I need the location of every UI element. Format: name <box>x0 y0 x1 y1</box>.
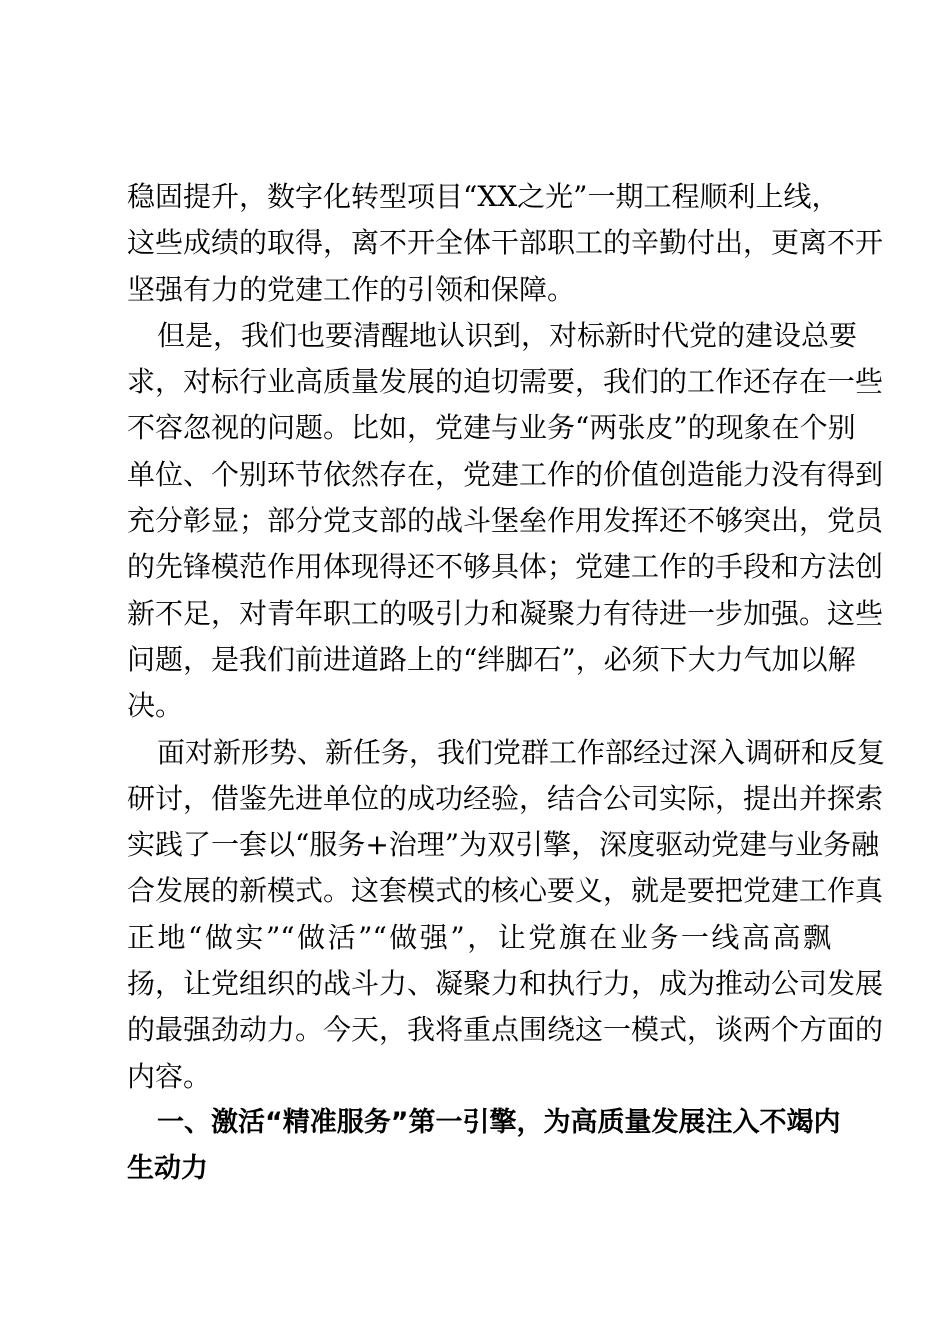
text-line: 面对新形势、新任务，我们党群工作部经过深入调研和反复 <box>157 735 886 769</box>
heading-line: 生动力 <box>127 1153 208 1185</box>
paragraph-2 <box>127 313 884 730</box>
text-line: 坚强有力的党建工作的引领和保障。 <box>127 272 576 306</box>
text-line: 的最强劲动力。今天，我将重点围绕这一模式，谈两个方面的 <box>127 1013 884 1047</box>
document-page <box>127 174 886 1193</box>
text-line: 实践了一套以“服务+治理”为双引擎，深度驱动党建与业务融 <box>127 828 880 862</box>
paragraph-3 <box>127 730 886 1100</box>
section-heading <box>127 1100 841 1193</box>
text-line: 内容。 <box>127 1059 212 1093</box>
text-line: 合发展的新模式。这套模式的核心要义，就是要把党建工作真 <box>127 874 884 908</box>
text-line: 稳固提升，数字化转型项目“XX之光”一期工程顺利上线， <box>127 180 840 213</box>
paragraph-1 <box>127 174 884 313</box>
text-line: 不容忽视的问题。比如，党建与业务“两张皮”的现象在个别 <box>127 411 856 445</box>
text-line: 的先锋模范作用体现得还不够具体；党建工作的手段和方法创 <box>127 550 884 584</box>
text-line: 单位、个别环节依然存在，党建工作的价值创造能力没有得到 <box>127 457 884 491</box>
text-line: 但是，我们也要清醒地认识到，对标新时代党的建设总要 <box>157 318 858 352</box>
text-line: 问题，是我们前进道路上的“绊脚石”，必须下大力气加以解 <box>127 642 856 676</box>
text-line: 决。 <box>127 689 184 723</box>
text-line: 研讨，借鉴先进单位的成功经验，结合公司实际，提出并探索 <box>127 781 884 815</box>
heading-line: 一、激活“精准服务”第一引擎，为高质量发展注入不竭内 <box>157 1106 841 1138</box>
text-line: 这些成绩的取得，离不开全体干部职工的辛勤付出，更离不开 <box>127 226 884 260</box>
text-line: 正地“做实”“做活”“做强”，让党旗在业务一线高高飘 <box>127 920 831 954</box>
text-line: 新不足，对青年职工的吸引力和凝聚力有待进一步加强。这些 <box>127 596 884 630</box>
text-line: 充分彰显；部分党支部的战斗堡垒作用发挥还不够突出，党员 <box>127 504 884 538</box>
text-line: 扬，让党组织的战斗力、凝聚力和执行力，成为推动公司发展 <box>127 967 884 1001</box>
text-line: 求，对标行业高质量发展的迫切需要，我们的工作还存在一些 <box>127 365 884 399</box>
